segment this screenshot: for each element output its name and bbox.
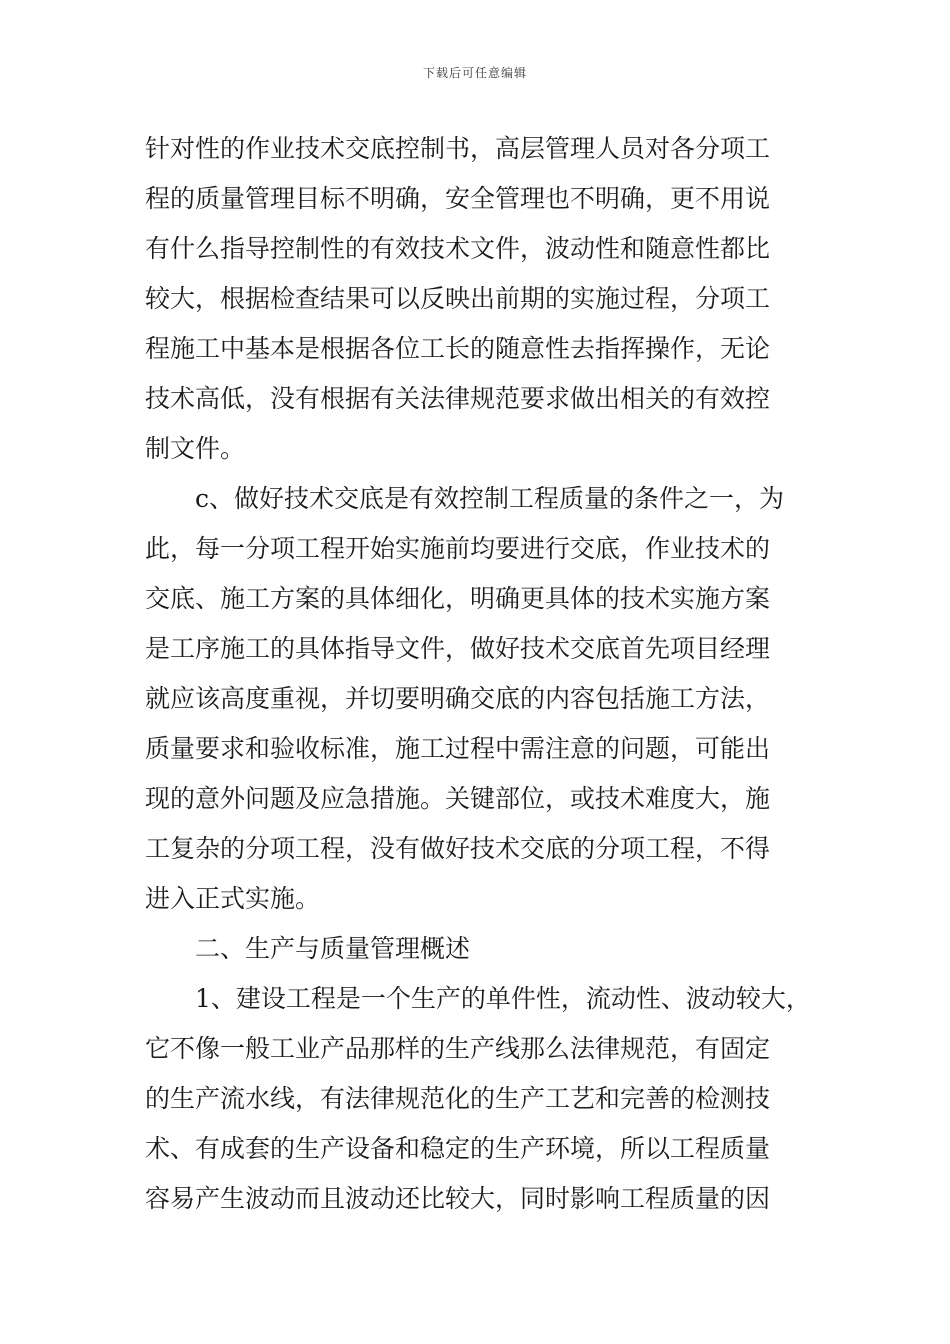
- paragraph-start-line: 1、建设工程是一个生产的单件性，流动性、波动较大，: [195, 984, 811, 1013]
- text-line: 工复杂的分项工程，没有做好技术交底的分项工程，不得: [145, 834, 771, 863]
- paragraph-start-line: c、做好技术交底是有效控制工程质量的条件之一，为: [195, 484, 785, 513]
- text-line: 质量要求和验收标准，施工过程中需注意的问题，可能出: [145, 734, 771, 763]
- text-line: 制文件。: [145, 434, 246, 463]
- text-line: 它不像一般工业产品那样的生产线那么法律规范，有固定: [145, 1034, 771, 1063]
- section-heading: 二、生产与质量管理概述: [195, 934, 471, 963]
- text-line: 有什么指导控制性的有效技术文件，波动性和随意性都比: [145, 234, 771, 263]
- page-header-note: 下载后可任意编辑: [422, 66, 527, 80]
- text-line: 进入正式实施。: [145, 884, 321, 913]
- text-line: 交底、施工方案的具体细化，明确更具体的技术实施方案: [145, 584, 771, 613]
- text-line: 针对性的作业技术交底控制书，高层管理人员对各分项工: [145, 134, 771, 163]
- text-line: 就应该高度重视，并切要明确交底的内容包括施工方法，: [145, 684, 771, 713]
- document-body: [145, 124, 815, 1224]
- text-line: 程施工中基本是根据各位工长的随意性去指挥操作，无论: [145, 334, 771, 363]
- text-line: 现的意外问题及应急措施。关键部位，或技术难度大，施: [145, 784, 771, 813]
- text-line: 术、有成套的生产设备和稳定的生产环境，所以工程质量: [145, 1134, 771, 1163]
- text-line: 较大，根据检查结果可以反映出前期的实施过程，分项工: [145, 284, 771, 313]
- text-line: 是工序施工的具体指导文件，做好技术交底首先项目经理: [145, 634, 771, 663]
- text-line: 容易产生波动而且波动还比较大，同时影响工程质量的因: [145, 1184, 771, 1213]
- text-line: 技术高低，没有根据有关法律规范要求做出相关的有效控: [145, 384, 771, 413]
- text-line: 此，每一分项工程开始实施前均要进行交底，作业技术的: [145, 534, 771, 563]
- text-line: 的生产流水线，有法律规范化的生产工艺和完善的检测技: [145, 1084, 771, 1113]
- text-line: 程的质量管理目标不明确，安全管理也不明确，更不用说: [145, 184, 771, 213]
